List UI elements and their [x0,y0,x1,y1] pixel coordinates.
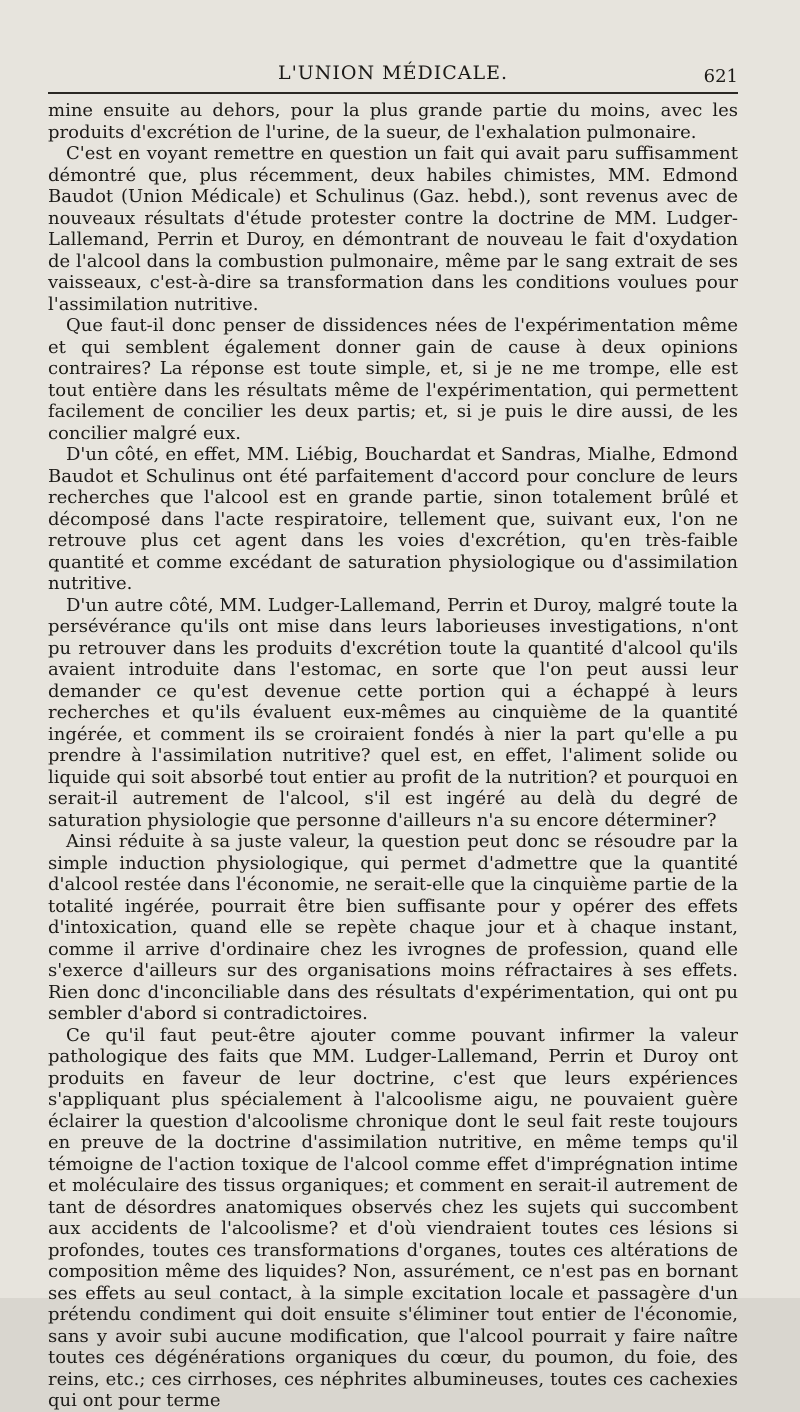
paragraph: D'un autre côté, MM. Ludger-Lallemand, Perrin et Duroy, malgré toute la persévérance qu'ils ont mise dans leurs laborieuses investigations, n'ont pu retrouver dans les produits d'excrétion toute la quantité d'alcool qu'ils avaient introduite dans l'estomac, en sorte que l'on peut aussi leur demander ce qu'est devenue cette portion qui a échappé à leurs recherches et qu'ils évaluent eux-mêmes au cinquième de la quantité ingérée, et comment ils se croiraient fondés à nier la part qu'elle a pu prendre à l'assimilation nutritive? quel est, en effet, l'aliment solide ou liquide qui soit absorbé tout entier au profit de la nutrition? et pourquoi en serait-il autrement de l'alcool, s'il est ingéré au delà du degré de saturation physiologie que personne d'ailleurs n'a su encore déterminer? [48,594,738,831]
page-number: 621 [703,66,738,87]
article-body [48,100,738,1412]
paragraph: Ce qu'il faut peut-être ajouter comme pouvant infirmer la valeur pathologique des faits que MM. Ludger-Lallemand, Perrin et Duroy ont produits en faveur de leur doctrine, c'est que leurs expériences s'appliquant plus spécialement à l'alcoolisme aigu, ne pouvaient guère éclairer la question d'alcoolisme chronique dont le seul fait reste toujours en preuve de la doctrine d'assimilation nutritive, en même temps qu'il témoigne de l'action toxique de l'alcool comme effet d'imprégnation intime et moléculaire des tissus organiques; et comment en serait-il autrement de tant de désordres anatomiques observés chez les sujets qui succombent aux accidents de l'alcoolisme? et d'où viendraient toutes ces lésions si profondes, toutes ces transformations d'organes, toutes ces altérations de composition même des liquides? Non, assurément, ce n'est pas en bornant ses effets au seul contact, à la simple excitation locale et passagère d'un prétendu condiment qui doit ensuite s'éliminer tout entier de l'économie, sans y avoir subi aucune modification, que l'alcool pourrait y faire naître toutes ces dégénérations organiques du cœur, du poumon, du foie, des reins, etc.; ces cirrhoses, ces néphrites albumineuses, toutes ces cachexies qui ont pour terme [48,1024,738,1411]
paragraph: D'un côté, en effet, MM. Liébig, Bouchardat et Sandras, Mialhe, Edmond Baudot et Schulinus ont été parfaitement d'accord pour conclure de leurs recherches que l'alcool est en grande partie, sinon totalement brûlé et décomposé dans l'acte respiratoire, tellement que, suivant eux, l'on ne retrouve plus cet agent dans les voies d'excrétion, qu'en très-faible quantité et comme excédant de saturation physiologique ou d'assimilation nutritive. [48,444,738,594]
paragraph: C'est en voyant remettre en question un fait qui avait paru suffisamment démontré que, plus récemment, deux habiles chimistes, MM. Edmond Baudot (Union Médicale) et Schulinus (Gaz. hebd.), sont revenus avec de nouveaux résultats d'étude protester contre la doctrine de MM. Ludger-Lallemand, Perrin et Duroy, en démontrant de nouveau le fait d'oxydation de l'alcool dans la combustion pulmonaire, même par le sang extrait de ses vaisseaux, c'est-à-dire sa transformation dans les conditions voulues pour l'assimilation nutritive. [48,143,738,315]
running-header [48,58,738,88]
paragraph: mine ensuite au dehors, pour la plus grande partie du moins, avec les produits d'excrétion de l'urine, de la sueur, de l'exhalation pulmonaire. [48,100,738,143]
header-rule [48,92,738,94]
journal-title: L'UNION MÉDICALE. [277,62,509,84]
paragraph: Ainsi réduite à sa juste valeur, la question peut donc se résoudre par la simple induction physiologique, qui permet d'admettre que la quantité d'alcool restée dans l'économie, ne serait-elle que la cinquième partie de la totalité ingérée, pourrait être bien suffisante pour y opérer des effets d'intoxication, quand elle se repète chaque jour et à chaque instant, comme il arrive d'ordinaire chez les ivrognes de profession, quand elle s'exerce d'ailleurs sur des organisations moins réfractaires à ses effets. Rien donc d'inconciliable dans des résultats d'expérimentation, qui ont pu sembler d'abord si contradictoires. [48,831,738,1024]
paragraph: Que faut-il donc penser de dissidences nées de l'expérimentation même et qui semblent également donner gain de cause à deux opinions contraires? La réponse est toute simple, et, si je ne me trompe, elle est tout entière dans les résultats même de l'expérimentation, qui permettent facilement de concilier les deux partis; et, si je puis le dire aussi, de les concilier malgré eux. [48,315,738,444]
